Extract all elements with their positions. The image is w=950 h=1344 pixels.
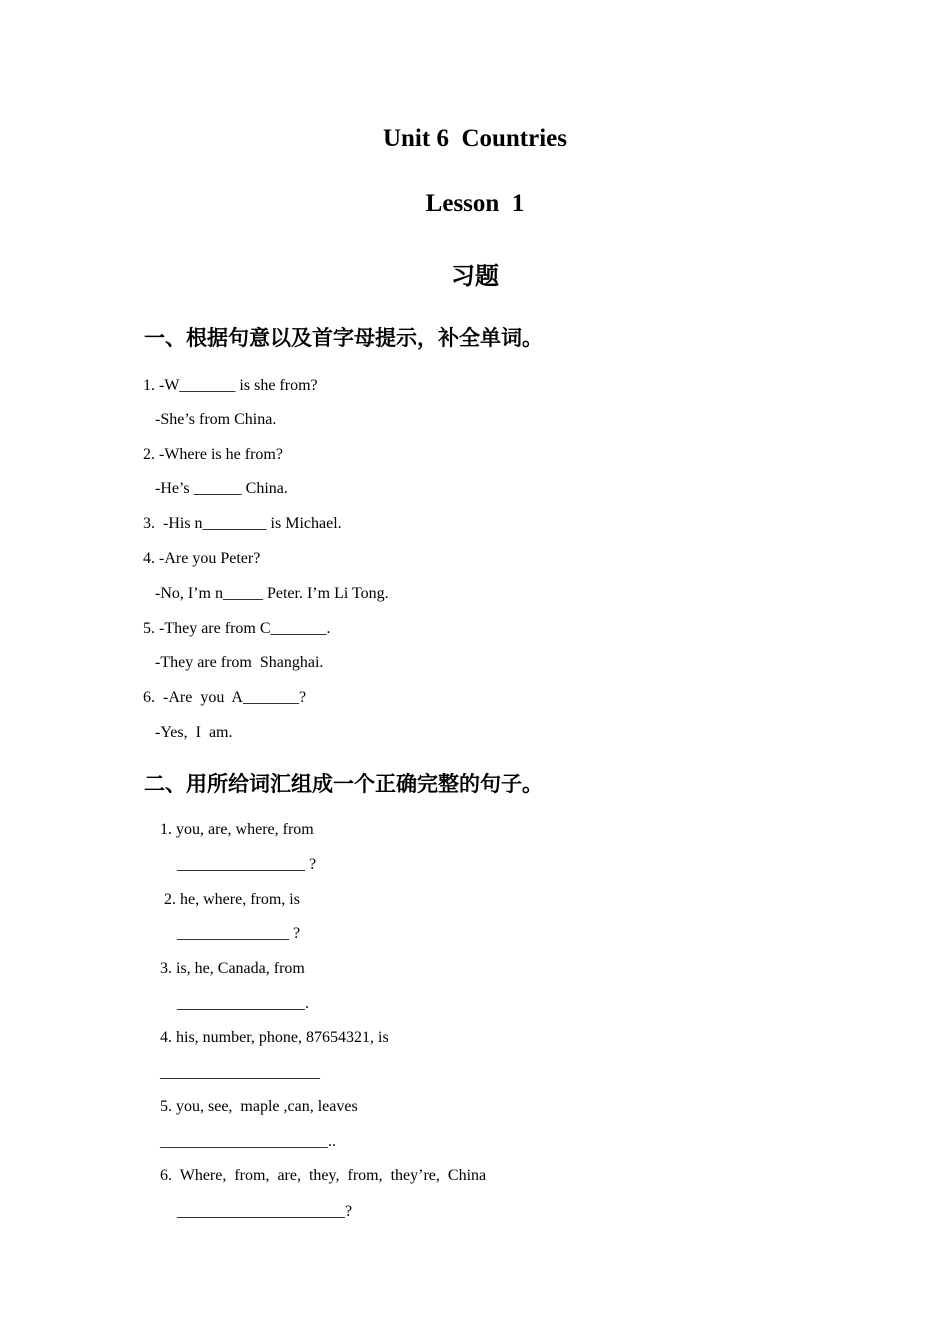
s1-q3-line: 3. -His n________ is Michael.	[143, 515, 342, 532]
s2-q1-words: 1. you, are, where, from	[160, 821, 314, 838]
s1-q6-answer-line: -Yes, I am.	[143, 724, 233, 741]
s1-q1-answer-line: -She’s from China.	[143, 411, 277, 428]
s2-q4-words: 4. his, number, phone, 87654321, is	[160, 1029, 389, 1046]
s1-q1-line: 1. -W_______ is she from?	[143, 377, 318, 394]
unit-title: Unit 6 Countries	[382, 125, 568, 152]
section-1-heading: 一、根据句意以及首字母提示，补全单词。	[144, 326, 543, 350]
s2-q3-words: 3. is, he, Canada, from	[160, 960, 305, 977]
s1-q2-line: 2. -Where is he from?	[143, 446, 283, 463]
s1-q2-answer-line: -He’s ______ China.	[143, 480, 288, 497]
s2-q5-blank: _____________________..	[160, 1133, 336, 1150]
s2-q4-blank: ____________________	[160, 1064, 320, 1081]
s2-q3-blank: ________________.	[177, 995, 309, 1012]
s2-q5-words: 5. you, see, maple ,can, leaves	[160, 1098, 358, 1115]
s1-q6-line: 6. -Are you A_______?	[143, 689, 307, 706]
s1-q4-answer-line: -No, I’m n_____ Peter. I’m Li Tong.	[143, 585, 389, 602]
s2-q6-words: 6. Where, from, are, they, from, they’re, China	[160, 1167, 487, 1184]
s2-q2-blank: ______________ ?	[177, 925, 301, 942]
s1-q5-line: 5. -They are from C_______.	[143, 620, 331, 637]
s1-q4-line: 4. -Are you Peter?	[143, 550, 261, 567]
section-2-heading: 二、用所给词汇组成一个正确完整的句子。	[144, 772, 543, 796]
s2-q6-blank: _____________________?	[177, 1203, 353, 1220]
s1-q5-answer-line: -They are from Shanghai.	[143, 654, 324, 671]
lesson-title: Lesson 1	[425, 190, 525, 217]
s2-q2-words: 2. he, where, from, is	[160, 891, 300, 908]
s2-q1-blank: ________________ ?	[177, 856, 317, 873]
exercise-title: 习题	[451, 262, 499, 290]
